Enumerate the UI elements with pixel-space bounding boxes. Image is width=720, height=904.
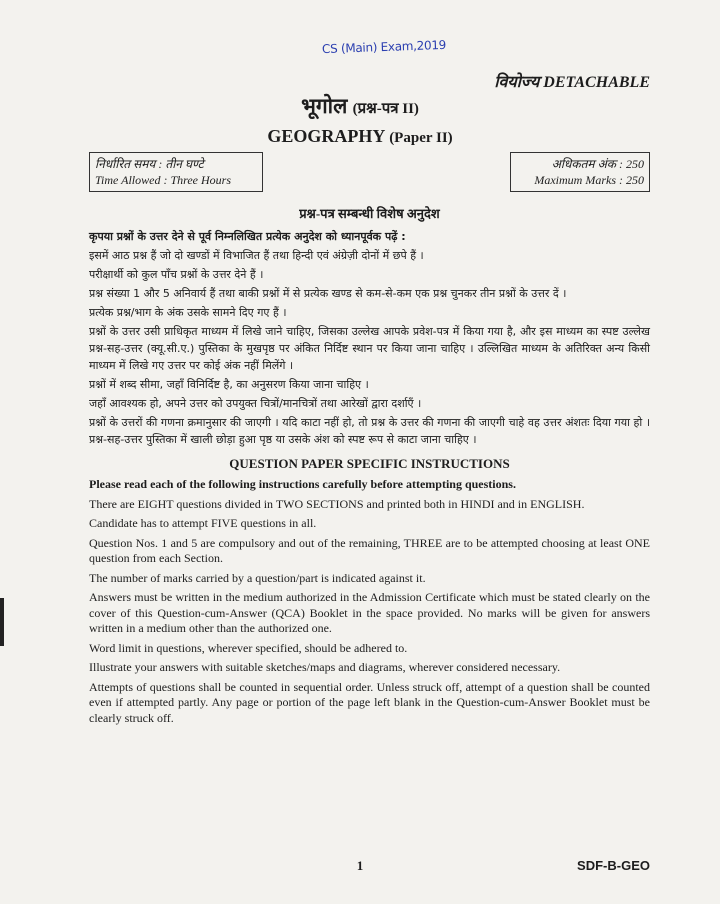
time-allowed-box [89,152,263,192]
english-instructions-title: QUESTION PAPER SPECIFIC INSTRUCTIONS [229,455,510,471]
hindi-instruction-item: प्रश्न संख्या 1 और 5 अनिवार्य हैं तथा बाकी प्रश्नों में से प्रत्येक खण्ड से कम-से-कम एक प्रश्न चुनकर तीन प्रश्नों के उत्तर दें । [89,286,567,300]
detachable-hindi: वियोज्य [494,74,540,91]
english-instruction-item: There are EIGHT questions divided in TWO SECTIONS and printed both in HINDI and in ENGLISH. [89,496,585,511]
subject-title-hindi [0,92,720,120]
english-instructions-lead: Please read each of the following instructions carefully before attempting questions. [89,477,516,491]
maximum-marks-hindi: अधिकतम अंक : 250 [551,157,644,171]
hindi-instructions-lead: कृपया प्रश्नों के उत्तर देने से पूर्व निम्नलिखित प्रत्येक अनुदेश को ध्यानपूर्वक पढ़ें : [89,229,406,243]
paper-code: SDF-B-GEO [577,858,650,873]
subject-english: GEOGRAPHY [267,126,385,146]
instructions-content [89,206,650,730]
maximum-marks-english: Maximum Marks : 250 [534,173,644,187]
subject-title-english [0,126,720,147]
hindi-instructions [89,206,650,448]
paper-hindi: (प्रश्न-पत्र II) [352,101,419,117]
english-instruction-item: Question Nos. 1 and 5 are compulsory and out of the remaining, THREE are to be attempted choosing at least ONE question from each Section. [89,535,650,565]
english-instruction-item: Answers must be written in the medium authorized in the Admission Certificate which must be stated clearly on the cover of this Question-cum-Answer (QCA) Booklet in the space provided. No marks will be given for answers written in a medium other than the authorized one. [89,590,650,635]
detachable-label [494,70,650,92]
time-allowed-hindi: निर्धारित समय : तीन घण्टे [95,157,204,171]
english-instruction-item: Attempts of questions shall be counted in sequential order. Unless struck off, attempt of a question shall be counted even if attempted partly. Any page or portion of the page left blank in the Question-cum-Answer Booklet must be clearly struck off. [89,679,650,725]
hindi-instruction-item: प्रश्नों में शब्द सीमा, जहाँ विनिर्दिष्ट है, का अनुसरण किया जाना चाहिए । [89,377,369,391]
english-instruction-item: Word limit in questions, wherever specified, should be adhered to. [89,640,408,655]
time-allowed-english: Time Allowed : Three Hours [95,173,232,187]
maximum-marks-box [510,152,650,192]
hindi-instruction-item: प्रश्नों के उत्तर उसी प्राधिकृत माध्यम में लिखे जाने चाहिए, जिसका उल्लेख आपके प्रवेश-पत्र में किया गया है, और इस माध्यम का स्पष्ट उल्लेख प्रश्न-सह-उत्तर (क्यू.सी.ए.) पुस्तिका के मुखपृष्ठ पर अंकित निर्दिष्ट स्थान पर किया जाना चाहिए । उल्लिखित माध्यम के अतिरिक्त अन्य किसी माध्यम में लिखे गए उत्तर पर कोई अंक नहीं मिलेंगे । [89,324,650,372]
paper-english: (Paper II) [389,130,453,146]
detachable-english: DETACHABLE [543,74,650,91]
hindi-instruction-item: प्रत्येक प्रश्न/भाग के अंक उसके सामने दिए गए हैं । [89,305,287,319]
english-instruction-item: The number of marks carried by a question/part is indicated against it. [89,570,426,585]
hindi-instruction-item: प्रश्नों के उत्तरों की गणना क्रमानुसार की जाएगी । यदि काटा नहीं हो, तो प्रश्न के उत्तर की गणना की जाएगी चाहे वह उत्तर अंशतः दिया गया हो । प्रश्न-सह-उत्तर पुस्तिका में खाली छोड़ा हुआ पृष्ठ या उसके अंश को स्पष्ट रूप से काटा जाना चाहिए । [89,415,650,446]
english-instruction-item: Candidate has to attempt FIVE questions in all. [89,516,317,530]
subject-hindi: भूगोल [301,94,348,118]
hindi-instruction-item: जहाँ आवश्यक हो, अपने उत्तर को उपयुक्त चित्रों/मानचित्रों तथा आरेखों द्वारा दर्शाएँ । [89,396,422,410]
english-instructions [89,456,650,727]
hindi-instruction-item: इसमें आठ प्रश्न हैं जो दो खण्डों में विभाजित हैं तथा हिन्दी एवं अंग्रेज़ी दोनों में छपे हैं । [89,248,424,262]
scan-edge-mark [0,598,4,646]
hindi-instruction-item: परीक्षार्थी को कुल पाँच प्रश्नों के उत्तर देने हैं । [89,267,264,281]
hindi-instructions-title: प्रश्न-पत्र सम्बन्धी विशेष अनुदेश [299,206,440,221]
page-number: 1 [356,858,364,873]
handwritten-note: CS (Main) Exam,2019 [321,37,447,57]
english-instruction-item: Illustrate your answers with suitable sketches/maps and diagrams, wherever considered necessary. [89,660,561,674]
